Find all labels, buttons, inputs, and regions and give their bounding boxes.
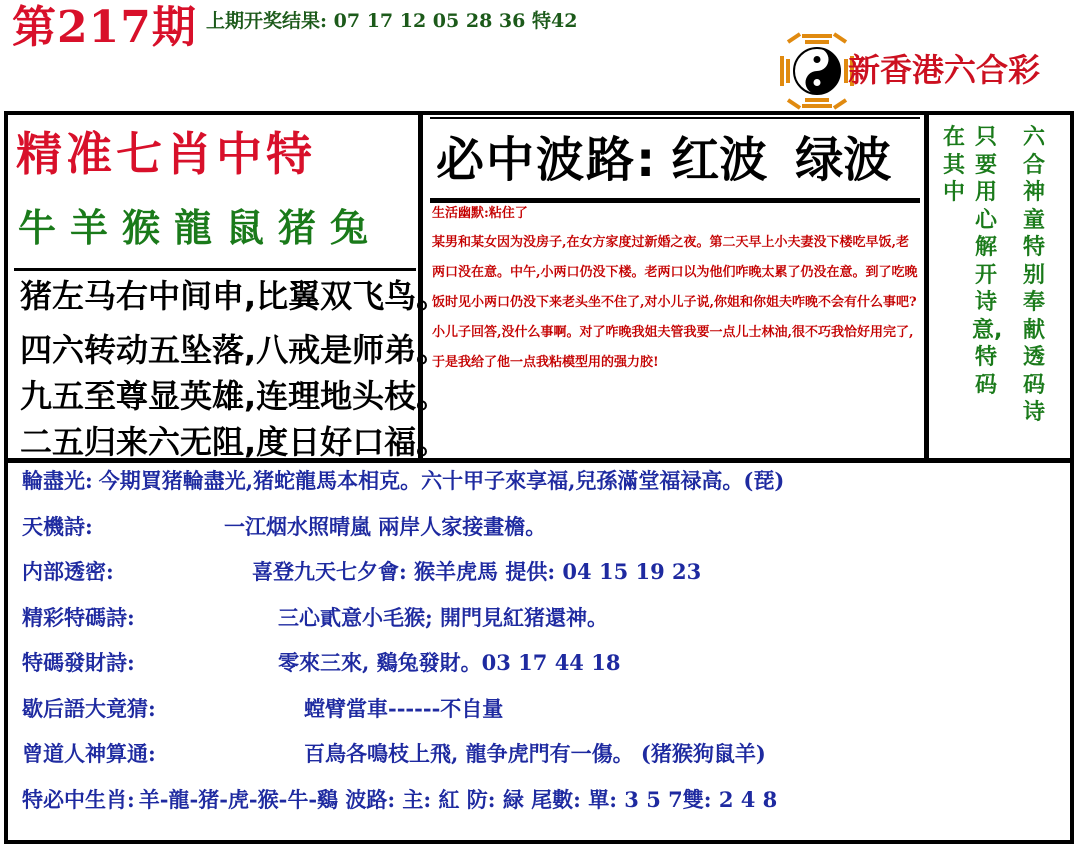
row-tian-ji-shi — [22, 512, 547, 542]
row-zeng-dao-ren — [22, 739, 766, 769]
divider-right — [924, 115, 929, 459]
row-value: 喜登九天七夕會: 猴羊虎馬 提供: 04 15 19 23 — [252, 559, 702, 584]
divider-middle-bottom — [430, 198, 920, 203]
row-jing-cai-te-ma-shi — [22, 603, 609, 633]
joke-title: 生活幽默:粘住了 — [432, 206, 528, 221]
poem-line-2: 四六转动五坠落,八戒是师弟。 — [20, 331, 449, 369]
row-lun-jin-guang — [22, 466, 784, 496]
wave-heading — [436, 130, 891, 190]
last-draw-label: 上期开奖结果: — [206, 10, 328, 32]
vertical-text-col-2: 只要用心解开诗意,特码 — [972, 125, 1003, 398]
row-label: 輪盡光: — [22, 468, 93, 493]
wave-red: 红波 — [671, 132, 768, 188]
row-label: 特必中生肖: — [22, 787, 135, 812]
row-value: 百鳥各鳴枝上飛, 龍争虎門有一傷。 (猪猴狗鼠羊) — [304, 741, 766, 766]
joke-text: 某男和某女因为没房子,在女方家度过新婚之夜。第二天早上小夫妻没下楼吃早饭,老两口没在意。中午,小两口仍没下楼。老两口以为他们咋晚太累了仍没在意。到了吃晚饭时见小两口仍没下来老头坐不住了,对小儿子说,你姐和你姐夫咋晚不会有什么事吧?小儿子回答,没什么事啊。对了咋晚我姐夫管我要一点儿士林油,很不巧我恰好用完了,于是我给了他一点我粘模型用的强力胶! — [432, 235, 918, 370]
row-value: 三心貳意小毛猴; 開門見紅猪還神。 — [278, 605, 609, 630]
row-label: 天機詩: — [22, 514, 93, 539]
last-draw-result — [206, 8, 577, 34]
row-label: 精彩特碼詩: — [22, 605, 135, 630]
row-value: 一江烟水照晴嵐 兩岸人家接畫檐。 — [224, 514, 547, 539]
row-te-bi-zhong-sheng-xiao — [22, 785, 777, 815]
wave-prefix: 必中波路: — [436, 132, 658, 188]
row-nei-bu-tou-mi — [22, 557, 702, 587]
row-value: 零來三來, 鷄兔發財。03 17 44 18 — [278, 650, 621, 675]
poem-line-1: 猪左马右中间申,比翼双飞鸟。 — [20, 277, 449, 315]
last-draw-numbers: 07 17 12 05 28 36 特42 — [333, 10, 578, 32]
vertical-text-col-3: 六合神童特别奉献透码诗 — [1022, 125, 1045, 425]
row-label: 特碼發財詩: — [22, 650, 135, 675]
seven-zodiac-title: 精准七肖中特 — [16, 127, 316, 181]
row-value: 螳臂當車------不自量 — [304, 696, 504, 721]
row-label: 内部透密: — [22, 559, 114, 584]
divider-left-panel — [14, 268, 416, 271]
vertical-text-col-1: 在其中 — [942, 125, 965, 205]
row-te-ma-fa-cai-shi — [22, 648, 621, 678]
row-label: 歇后語大竟猜: — [22, 696, 156, 721]
zodiac-list: 牛羊猴龍鼠猪兔 — [18, 206, 383, 250]
issue-number: 第217期 — [12, 2, 197, 53]
poem-line-3: 九五至尊显英雄,连理地头枝。 — [20, 377, 449, 415]
yin-yang-bagua-icon — [778, 32, 856, 110]
brand-name: 新香港六合彩 — [848, 51, 1041, 89]
wave-green: 绿波 — [795, 132, 892, 188]
row-value: 今期買猪輪盡光,猪蛇龍馬本相克。六十甲子來享福,兒孫滿堂福禄高。(琵) — [98, 468, 785, 493]
divider-middle-top — [430, 117, 920, 119]
row-value: 羊-龍-猪-虎-猴-牛-鷄 波路: 主: 紅 防: 緑 尾數: 單: 3 5 7雙: 2 4 8 — [138, 787, 778, 812]
poem-line-4: 二五归来六无阻,度日好口福。 — [20, 423, 449, 461]
row-xie-hou-yu — [22, 694, 504, 724]
row-label: 曾道人神算通: — [22, 741, 156, 766]
